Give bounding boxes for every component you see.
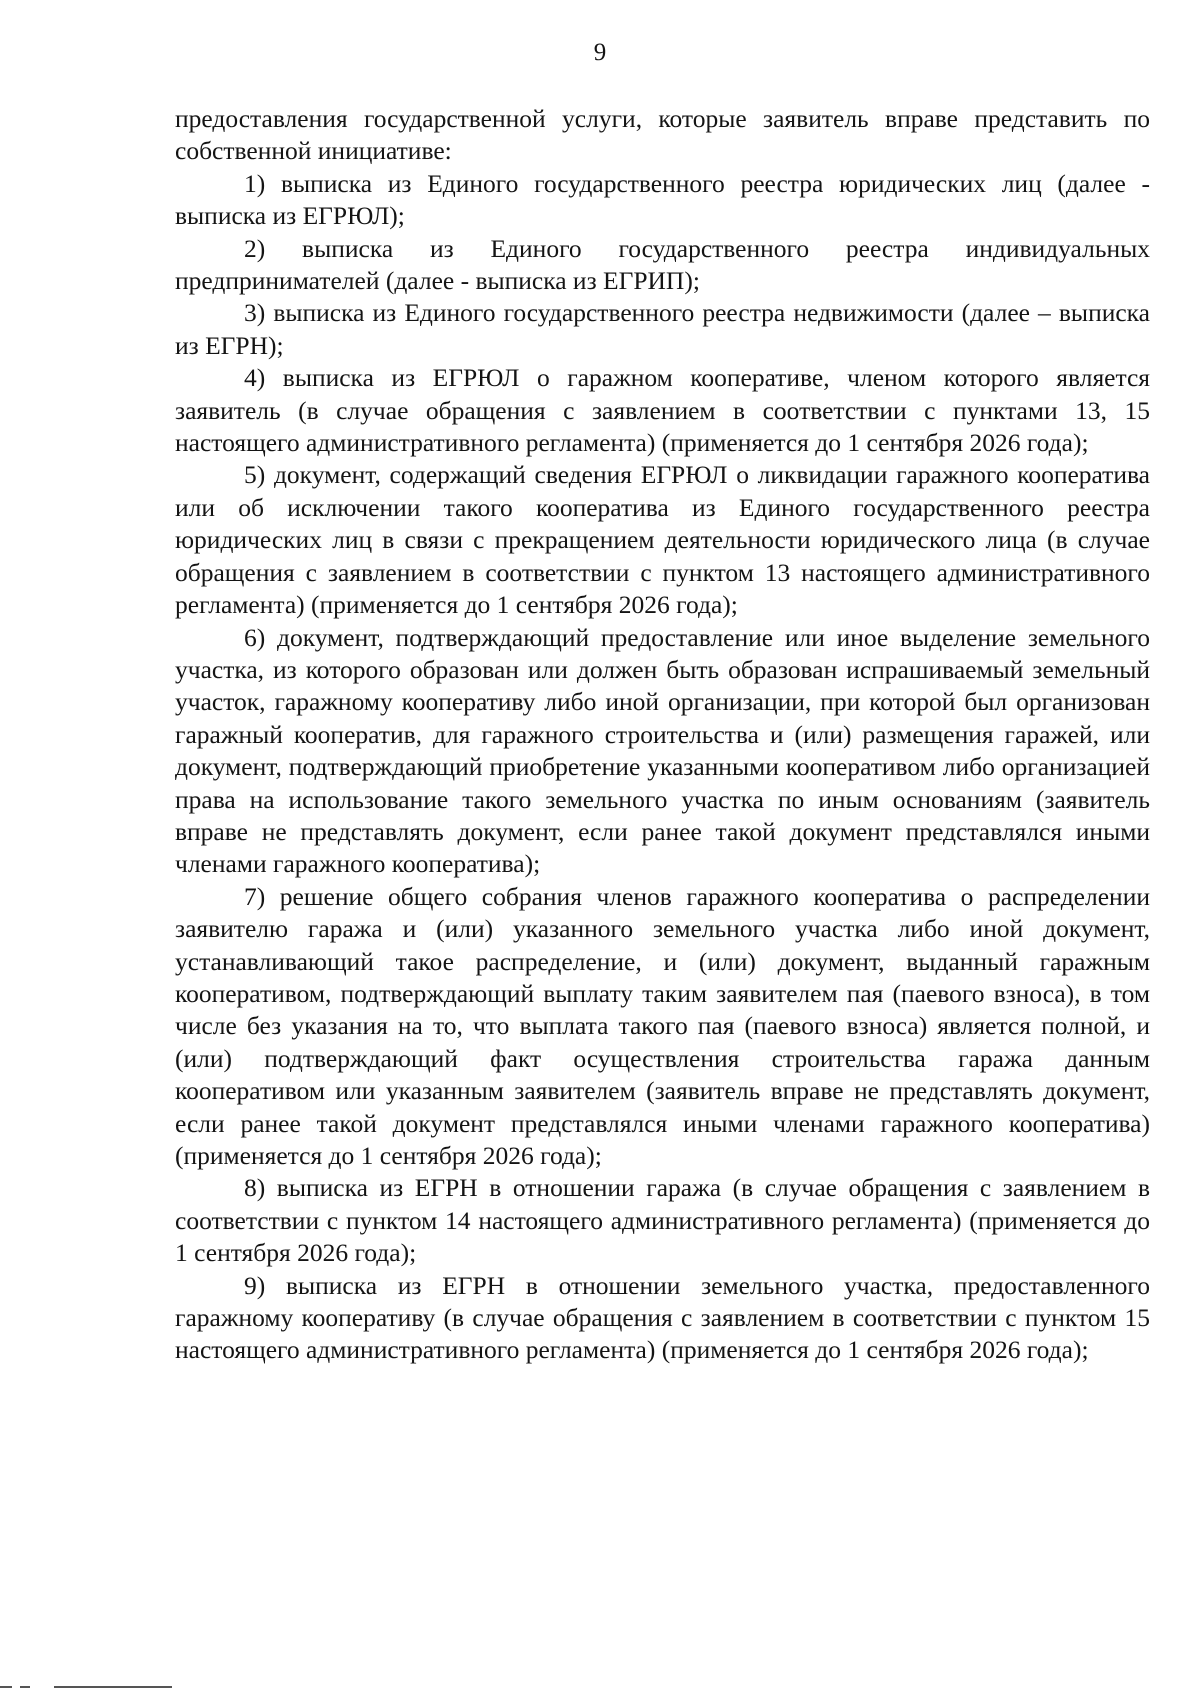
list-item-7: 7) решение общего собрания членов гаражного кооператива о распределении заявителю гаража и (или) указанного земельного участка либо иной документ, устанавливающий такое распределение, и (или) документ, выданный гаражным кооперативом, подтверждающий выплату таким заявителем пая (паевого взноса), в том числе без указания на то, что выплата такого пая (паевого взноса) является полной, и (или) подтверждающий факт осуществления строительства гаража данным кооперативом или указанным заявителем (заявитель вправе не представлять документ, если ранее такой документ представлялся иными членами гаражного кооператива) (применяется до 1 сентября 2026 года);: [175, 881, 1150, 1170]
scan-edge-mark: [0, 1686, 175, 1688]
intro-paragraph: предоставления государственной услуги, которые заявитель вправе представить по собственной инициативе:: [175, 104, 1150, 166]
page-number: 9: [593, 39, 607, 66]
list-item-3: 3) выписка из Единого государственного реестра недвижимости (далее – выписка из ЕГРН);: [175, 298, 1150, 360]
list-item-1: 1) выписка из Единого государственного реестра юридических лиц (далее - выписка из ЕГРЮЛ);: [175, 168, 1150, 231]
document-body: [175, 103, 1150, 1367]
list-item-9: 9) выписка из ЕГРН в отношении земельного участка, предоставленного гаражному кооперативу (в случае обращения с заявлением в соответствии с пунктом 15 настоящего административного регламента) (применяется до 1 сентября 2026 года);: [175, 1270, 1150, 1365]
list-item-2: 2) выписка из Единого государственного реестра индивидуальных предпринимателей (далее - выписка из ЕГРИП);: [175, 233, 1150, 296]
list-item-6: 6) документ, подтверждающий предоставление или иное выделение земельного участка, из которого образован или должен быть образован испрашиваемый земельный участок, гаражному кооперативу либо иной организации, при которой был организован гаражный кооператив, для гаражного строительства и (или) размещения гаражей, или документ, подтверждающий приобретение указанными кооперативом либо организацией права на использование такого земельного участка по иным основаниям (заявитель вправе не представлять документ, если ранее такой документ представлялся иными членами гаражного кооператива);: [175, 622, 1150, 879]
list-item-8: 8) выписка из ЕГРН в отношении гаража (в случае обращения с заявлением в соответствии с пунктом 14 настоящего административного регламента) (применяется до 1 сентября 2026 года);: [175, 1173, 1150, 1268]
list-item-5: 5) документ, содержащий сведения ЕГРЮЛ о ликвидации гаражного кооператива или об исключении такого кооператива из Единого государственного реестра юридических лиц в связи с прекращением деятельности юридического лица (в случае обращения с заявлением в соответствии с пунктом 13 настоящего административного регламента) (применяется до 1 сентября 2026 года);: [175, 460, 1150, 620]
list-item-4: 4) выписка из ЕГРЮЛ о гаражном кооперативе, членом которого является заявитель (в случае обращения с заявлением в соответствии с пунктами 13, 15 настоящего административного регламента) (применяется до 1 сентября 2026 года);: [175, 363, 1150, 458]
